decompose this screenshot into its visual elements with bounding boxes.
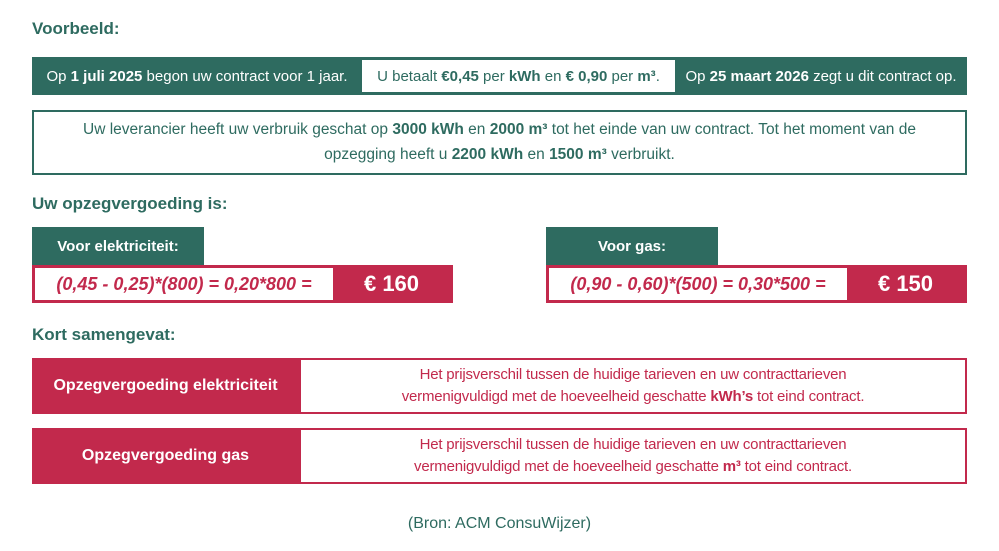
usage-text: Uw leverancier heeft uw verbruik geschat op [83,121,393,139]
usage-estimate-box [32,110,967,175]
gas-calculation [546,227,967,303]
usage-text: verbruikt. [606,145,675,163]
estimated-m3: 2000 m³ [489,121,548,139]
price-text: en [540,67,566,85]
cancel-text: zegt u dit contract op. [808,67,957,85]
usage-text: opzegging heeft u [324,145,452,163]
summary-gas-label: Opzegvergoeding gas [32,428,299,484]
cancel-text: Op [685,67,710,85]
gas-price: € 0,90 [565,67,608,85]
summary-unit: m³ [722,458,741,475]
timeline-start-segment [32,57,362,95]
fee-heading: Uw opzegvergoeding is: [32,194,228,213]
summary-electricity-label: Opzegvergoeding elektriciteit [32,358,299,414]
gas-formula-box [546,265,967,303]
electricity-label: Voor elektriciteit: [32,227,204,265]
summary-row-electricity [32,358,967,414]
timeline-start-text: begon uw contract voor 1 jaar. [142,67,348,85]
summary-text: Het prijsverschil tussen de huidige tarieven en uw contracttarieven [419,436,847,454]
summary-gas-text [299,428,967,484]
summary-unit: kWh’s [710,388,754,405]
contract-start-date: 1 juli 2025 [70,67,143,85]
summary-text: Het prijsverschil tussen de huidige tarieven en uw contracttarieven [419,366,847,384]
summary-text: vermenigvuldigd met de hoeveelheid geschatte [401,388,711,405]
summary-row-gas [32,428,967,484]
used-kwh: 2200 kWh [451,145,524,163]
summary-heading: Kort samengevat: [32,325,176,344]
usage-text: tot het einde van uw contract. Tot het moment van de [547,121,916,139]
m3-unit: m³ [637,67,656,85]
electricity-formula: (0,45 - 0,25)*(800) = 0,20*800 = [56,273,312,294]
price-text: U betaalt [377,67,442,85]
kwh-price: €0,45 [441,67,479,85]
summary-text: tot eind contract. [753,388,865,405]
gas-label: Voor gas: [546,227,718,265]
electricity-amount: € 160 [333,268,450,300]
price-text: . [655,67,660,85]
electricity-formula-box [32,265,453,303]
gas-amount: € 150 [847,268,964,300]
source-credit: (Bron: ACM ConsuWijzer) [407,515,592,532]
kwh-unit: kWh [508,67,541,85]
usage-text: en [463,121,490,139]
electricity-calculation [32,227,453,303]
summary-text: vermenigvuldigd met de hoeveelheid geschatte [414,458,723,475]
voorbeeld-heading: Voorbeeld: [32,19,120,38]
summary-electricity-text [299,358,967,414]
timeline-start-text: Op [46,67,71,85]
timeline-cancel-segment [675,57,967,95]
timeline-price-segment [362,60,675,92]
summary-text: tot eind contract. [740,458,852,475]
cancel-date: 25 maart 2026 [709,67,809,85]
contract-timeline-bar [32,57,967,95]
usage-text: en [523,145,550,163]
used-m3: 1500 m³ [549,145,607,163]
price-text: per [607,67,638,85]
gas-formula: (0,90 - 0,60)*(500) = 0,30*500 = [570,273,826,294]
estimated-kwh: 3000 kWh [392,121,464,139]
price-text: per [478,67,509,85]
fee-calculations [32,227,967,303]
